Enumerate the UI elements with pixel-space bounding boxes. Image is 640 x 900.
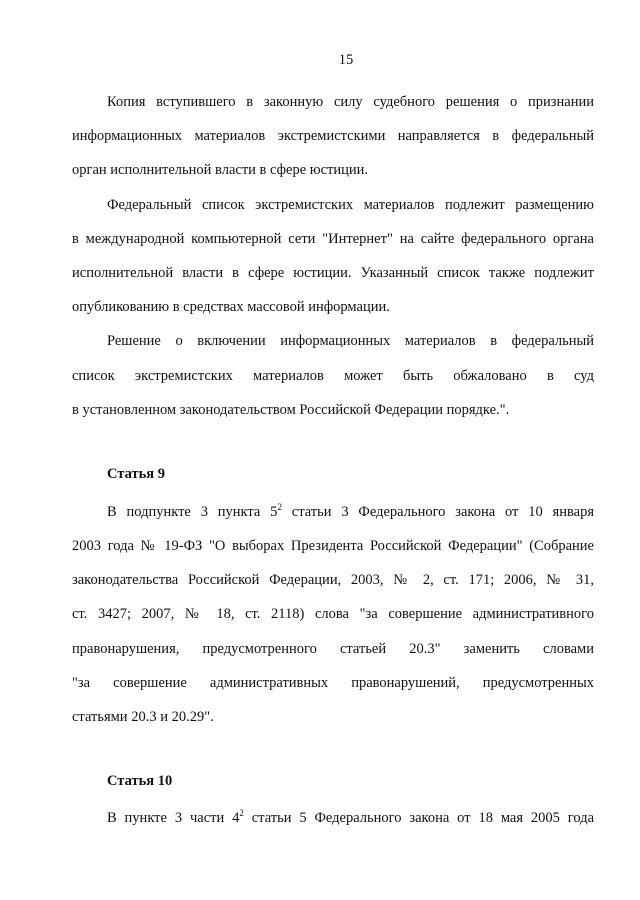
article-10-line-1 xyxy=(107,808,594,828)
article-10-line-1-end: статьи 5 Федерального закона от 18 мая 2005 года xyxy=(243,810,595,826)
article-9-line-6: "за совершение административных правонарушений, предусмотренных xyxy=(72,675,594,691)
article-9-line-3: законодательства Российской Федерации, 2003, № 2, ст. 171; 2006, № 31, xyxy=(72,572,594,588)
article-9-line-4: ст. 3427; 2007, № 18, ст. 2118) слова "за совершение административного xyxy=(72,606,594,622)
page-number: 15 xyxy=(338,52,354,68)
article-10-heading: Статья 10 xyxy=(107,773,173,789)
paragraph-2-line-3: исполнительной власти в сфере юстиции. Указанный список также подлежит xyxy=(72,265,594,281)
paragraph-1-line-1: Копия вступившего в законную силу судебного решения о признании xyxy=(107,94,594,110)
paragraph-2-line-1: Федеральный список экстремистских материалов подлежит размещению xyxy=(107,197,594,213)
article-9-line-5: правонарушения, предусмотренного статьей 20.3" заменить словами xyxy=(72,641,594,657)
article-9-line-2: 2003 года № 19-ФЗ "О выборах Президента Российской Федерации" (Собрание xyxy=(72,538,594,554)
article-9-line-7: статьями 20.3 и 20.29". xyxy=(72,709,214,725)
paragraph-3-line-2: список экстремистских материалов может быть обжаловано в суд xyxy=(72,368,594,384)
paragraph-1-line-2: информационных материалов экстремистскими направляется в федеральный xyxy=(72,128,594,144)
paragraph-3-line-1: Решение о включении информационных материалов в федеральный xyxy=(107,333,594,349)
paragraph-3-line-3: в установленном законодательством Российской Федерации порядке.". xyxy=(72,402,510,418)
paragraph-1-line-3: орган исполнительной власти в сфере юстиции. xyxy=(72,162,369,178)
article-9-line-1-start: В подпункте 3 пункта 5 xyxy=(107,504,278,520)
article-10-line-1-start: В пункте 3 части 4 xyxy=(107,810,240,826)
article-9-line-1 xyxy=(107,502,594,522)
article-9-line-1-end: статьи 3 Федерального закона от 10 января xyxy=(281,504,594,520)
article-9-superscript: 2 xyxy=(277,502,282,512)
article-10-superscript: 2 xyxy=(239,808,244,818)
paragraph-2-line-2: в международной компьютерной сети "Интернет" на сайте федерального органа xyxy=(72,231,594,247)
paragraph-2-line-4: опубликованию в средствах массовой информации. xyxy=(72,299,390,315)
article-9-heading: Статья 9 xyxy=(107,466,165,482)
